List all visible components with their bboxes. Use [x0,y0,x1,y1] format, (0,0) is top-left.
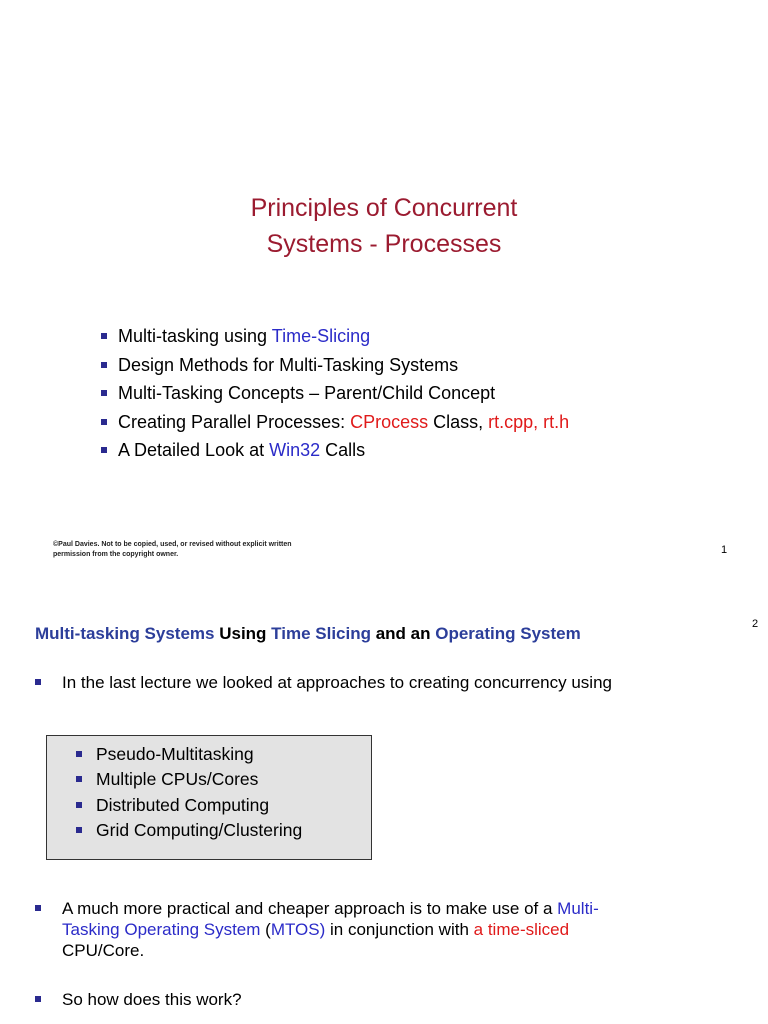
topic-list [100,322,569,465]
slide-2: 2 Multi-tasking Systems Using Time Slicing and an Operating System In the last lecture we looked at approaches to creating concurrency using Pseudo-Multitasking Multiple CPUs/Cores Distributed Computing Grid Computing/Clustering A much more practical and cheaper approach is to make use of a Multi- Tasking Operating System (MTOS) in conjunction with a time-sliced CPU/Core. So how does this work? [35,618,759,1009]
list-item: Creating Parallel Processes: CProcess Class, rt.cpp, rt.h [100,408,569,437]
list-item: Grid Computing/Clustering [76,818,302,843]
square-bullet-icon [76,802,82,808]
page-number: 2 [752,618,759,630]
square-bullet-icon [76,776,82,782]
square-bullet-icon [101,447,107,453]
approaches-box [46,735,372,860]
square-bullet-icon [35,905,41,911]
list-item: Multi-Tasking Concepts – Parent/Child Concept [100,379,569,408]
slide-title [0,190,768,262]
list-item: Pseudo-Multitasking [76,742,302,767]
square-bullet-icon [76,751,82,757]
square-bullet-icon [35,679,41,685]
slide-heading: Multi-tasking Systems Using Time Slicing and an Operating System [35,624,581,643]
title-line-2: Systems - Processes [266,230,502,258]
approaches-list [76,742,302,843]
square-bullet-icon [101,390,107,396]
list-item: Multi-tasking using Time-Slicing [100,322,569,351]
page-number: 1 [721,544,728,556]
list-item: Design Methods for Multi-Tasking Systems [100,351,569,380]
list-item: A Detailed Look at Win32 Calls [100,436,569,465]
copyright-notice: ©Paul Davies. Not to be copied, used, or revised without explicit written permission from the copyright owner. [53,541,292,558]
list-item: Multiple CPUs/Cores [76,767,302,792]
title-line-1: Principles of Concurrent [250,194,518,222]
list-item: Distributed Computing [76,793,302,818]
square-bullet-icon [35,996,41,1002]
square-bullet-icon [101,333,107,339]
square-bullet-icon [101,419,107,425]
square-bullet-icon [101,362,107,368]
square-bullet-icon [76,827,82,833]
